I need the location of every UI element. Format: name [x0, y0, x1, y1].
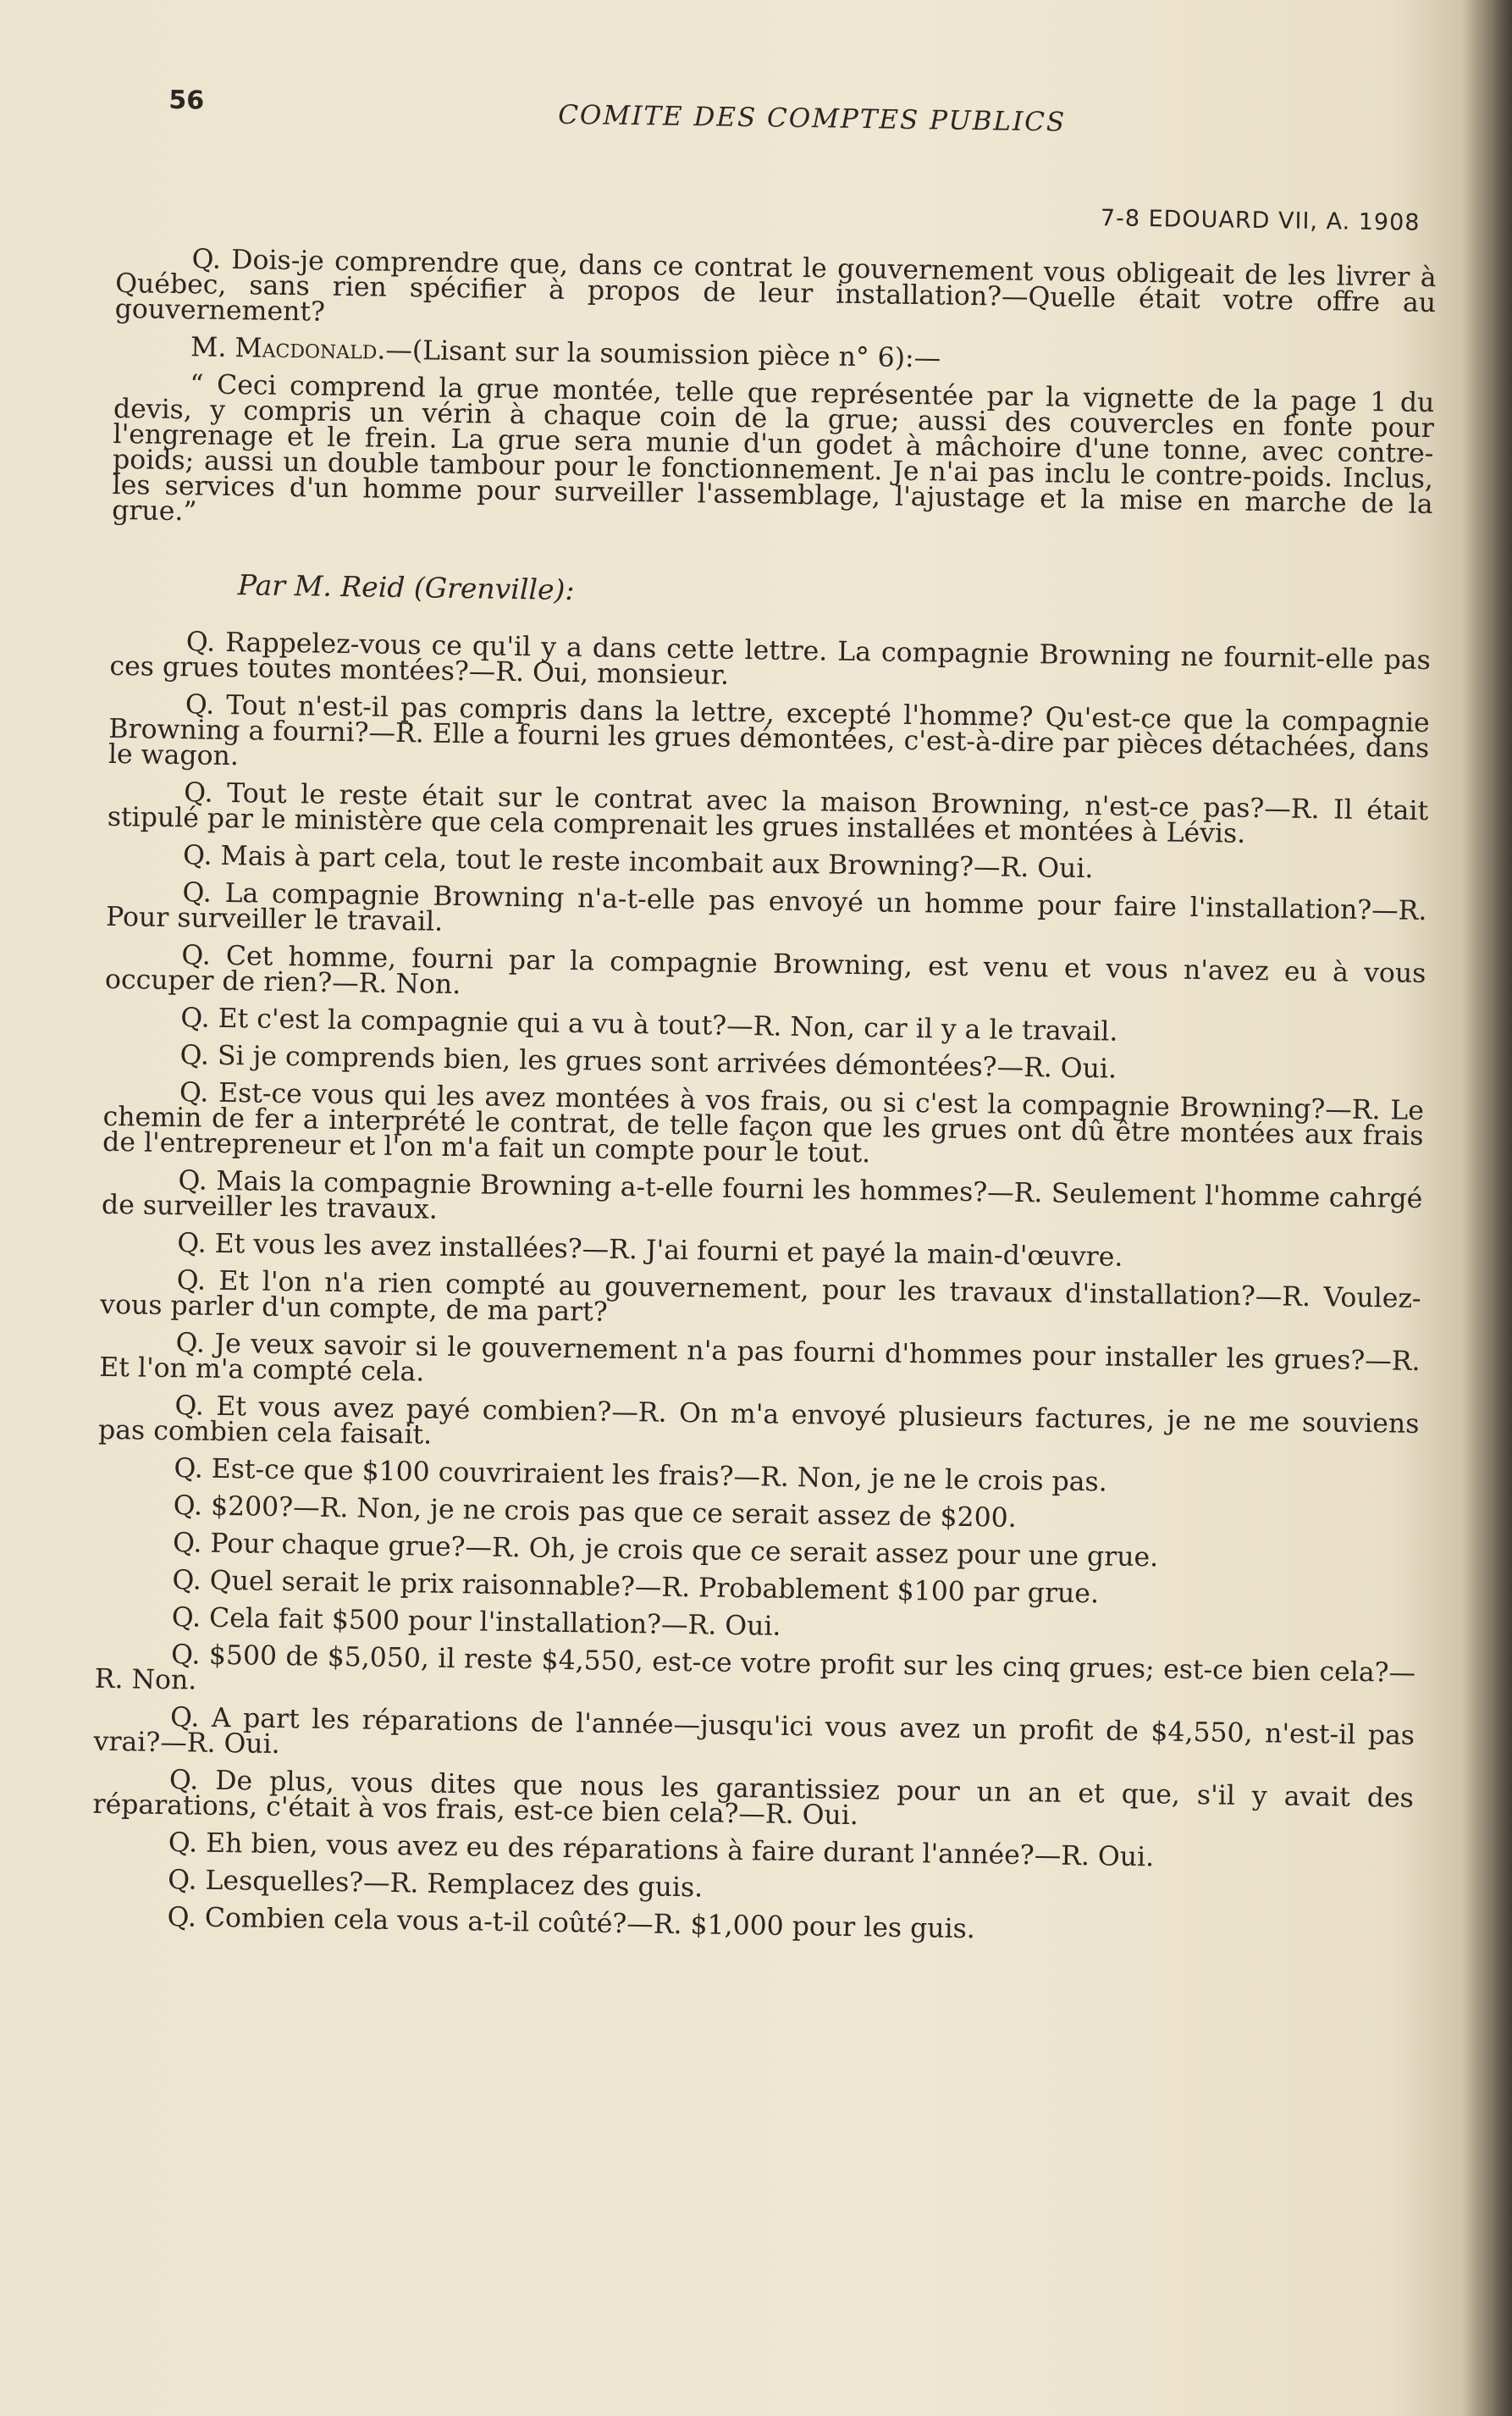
paragraph: Q. Pour chaque grue?—R. Oh, je crois que ce serait assez pour une grue. [172, 1528, 1159, 1573]
paragraph: Q. $200?—R. Non, je ne crois pas que ce serait assez de $200. [173, 1490, 1017, 1534]
section-heading: Par M. Reid (Grenville): [237, 568, 575, 607]
speaker-line: —(Lisant sur la soumission pièce n° 6):— [385, 334, 941, 374]
paragraph: Q. Combien cela vous a-t-il coûté?—R. $1,000 pour les guis. [167, 1902, 976, 1945]
paragraph: Q. Si je comprends bien, les grues sont arrivées démontées?—R. Oui. [179, 1040, 1117, 1085]
paragraph: Q. Dois-je comprendre que, dans ce contrat le gouvernement vous obligeait de les livrer à Québec, sans rien spécifier à propos de leur installation?—Quelle était votre offre au gouvernement? [114, 244, 1437, 328]
paragraph: Q. Lesquelles?—R. Remplacez des guis. [167, 1865, 704, 1904]
paragraph: Q. Tout le reste était sur le contrat avec la maison Browning, n'est-ce pas?—R. Il était stipulé par le ministère que cela comprenait les grues installées et montées à Lévis. [107, 777, 1429, 849]
body-text [91, 246, 1436, 1949]
page-content [91, 68, 1439, 1960]
paragraph: Q. Est-ce vous qui les avez montées à vos frais, ou si c'est la compagnie Browning?—R. Le chemin de fer a interprété le contrat, de telle façon que les grues ont dû être montées aux frais de l'entrepreneur et l'on m'a fait un compte pour le tout. [102, 1077, 1425, 1169]
paragraph: Q. La compagnie Browning n'a-t-elle pas envoyé un homme pour faire l'installation?—R. Pour surveiller le travail. [105, 877, 1427, 937]
paragraph: Q. Eh bien, vous avez eu des réparations à faire durant l'année?—R. Oui. [168, 1827, 1155, 1873]
page-header [117, 68, 1439, 236]
paragraph: Q. Et vous avez payé combien?—R. On m'a envoyé plusieurs factures, je ne me souviens pas combien cela faisait. [97, 1390, 1420, 1451]
paragraph: Q. Je veux savoir si le gouvernement n'a pas fourni d'hommes pour installer les grues?—R. Et l'on m'a compté cela. [98, 1328, 1421, 1388]
paragraph: Q. Mais la compagnie Browning a-t-elle fourni les hommes?—R. Seulement l'homme cahrgé de surveiller les travaux. [101, 1165, 1423, 1225]
page-edge-shadow [1461, 0, 1512, 2416]
speaker-name: M. Macdonald. [190, 332, 386, 366]
paragraph: Q. Cet homme, fourni par la compagnie Browning, est venu et vous n'avez eu à vous occuper de rien?—R. Non. [104, 940, 1426, 1001]
paragraph: Q. Et c'est la compagnie qui a vu à tout?—R. Non, car il y a le travail. [180, 1003, 1118, 1048]
paragraph: Q. Tout n'est-il pas compris dans la lettre, excepté l'homme? Qu'est-ce que la compagnie Browning a fourni?—R. Elle a fourni les grues démontées, c'est-à-dire par pièces détachées, dans le wagon. [108, 689, 1430, 772]
session-tag: 7-8 EDOUARD VII, A. 1908 [1100, 205, 1421, 236]
paragraph: Q. Cela fait $500 pour l'installation?—R. Oui. [171, 1602, 781, 1642]
paragraph: Q. Mais à part cela, tout le reste incombait aux Browning?—R. Oui. [182, 840, 1094, 885]
paragraph: Q. De plus, vous dites que nous les garantissiez pour un an et que, s'il y avait des réparations, c'était à vos frais, est-ce bien cela?—R. Oui. [92, 1765, 1415, 1832]
paragraph: Q. $500 de $5,050, il reste $4,550, est-ce votre profit sur les cinq grues; est-ce bien cela?—R. Non. [94, 1639, 1416, 1696]
paragraph: Q. Quel serait le prix raisonnable?—R. Probablement $100 par grue. [172, 1565, 1100, 1610]
paragraph: Q. A part les réparations de l'année—jusqu'ici vous avez un profit de $4,550, n'est-il pas vrai?—R. Oui. [93, 1702, 1415, 1761]
running-head: COMITE DES COMPTES PUBLICS [557, 99, 1067, 138]
paragraph: Q. Est-ce que $100 couvriraient les frais?—R. Non, je ne le crois pas. [174, 1453, 1108, 1498]
page-number: 56 [168, 85, 205, 116]
paragraph: Q. Et l'on n'a rien compté au gouvernement, pour les travaux d'installation?—R. Voulez-vous parler d'un compte, de ma part? [100, 1265, 1421, 1328]
paragraph: Q. Et vous les avez installées?—R. J'ai fourni et payé la main-d'œuvre. [177, 1228, 1123, 1273]
quoted-submission: “ Ceci comprend la grue montée, telle que représentée par la vignette de la page 1 du devis, y compris un vérin à chaque coin de la grue; aussi des couvercles en fonte pour l'engrenage et le frein. La grue sera munie d'un godet à mâchoire d'une tonne, avec contre-poids; aussi un double tambour pour le fonctionnement. Je n'ai pas inclu le contre-poids. Inclus, les services d'un homme pour surveiller l'assemblage, l'ajustage et la mise en marche de la grue.” [111, 369, 1435, 528]
paragraph: Q. Rappelez-vous ce qu'il y a dans cette lettre. La compagnie Browning ne fournit-elle pas ces grues toutes montées?—R. Oui, monsieur. [109, 627, 1432, 691]
